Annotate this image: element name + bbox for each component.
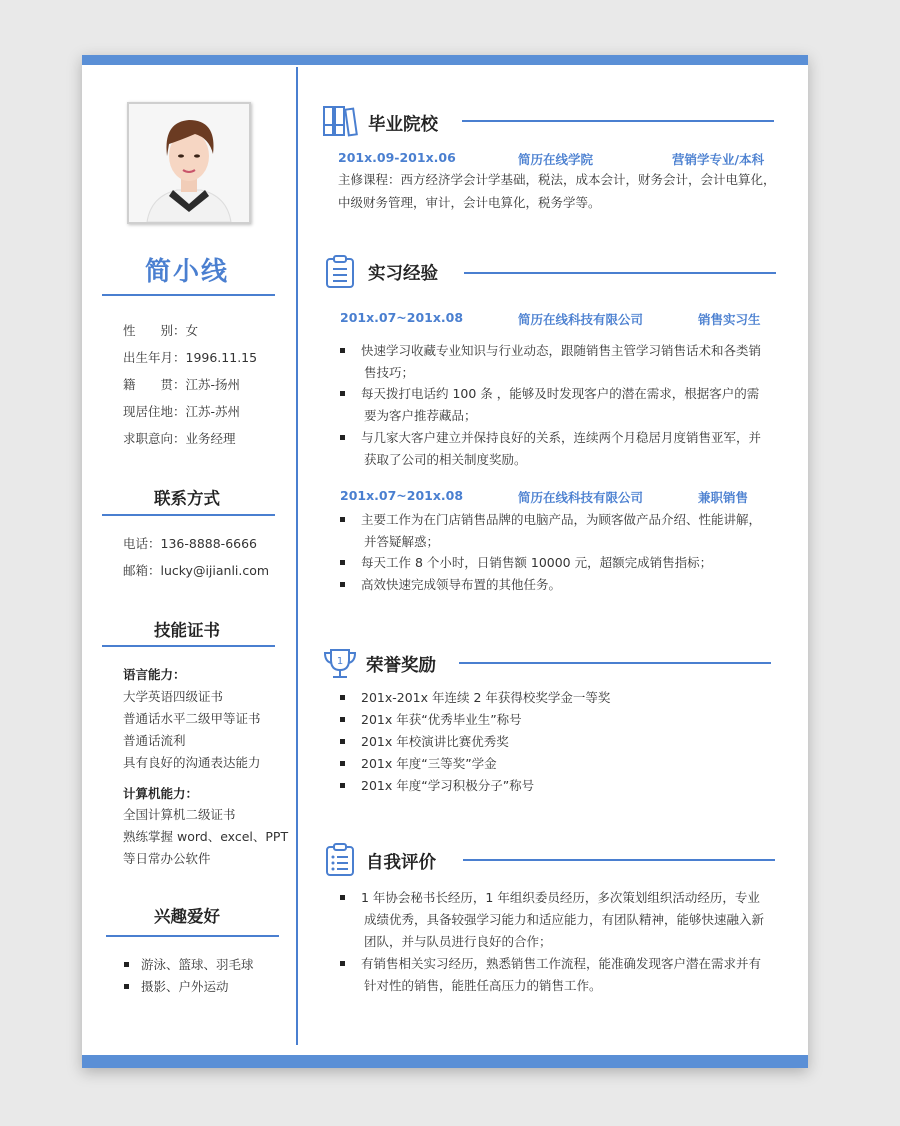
hobby-text: 游泳、篮球、羽毛球 — [141, 957, 254, 972]
skills-title: 技能证书 — [154, 621, 220, 640]
books-icon — [322, 105, 358, 137]
skill-item: 具有良好的沟通表达能力 — [123, 755, 261, 770]
self-eval-rule — [463, 859, 775, 861]
bullet-continuation: 获取了公司的相关制度奖励。 — [364, 452, 527, 467]
info-gender: 性 别：女 — [123, 323, 199, 338]
skill-item: 全国计算机二级证书 — [123, 807, 236, 822]
education-courses-line: 中级财务管理，审计，会计电算化，税务学等。 — [338, 195, 601, 210]
hobbies-underline — [106, 935, 279, 937]
honor-item — [340, 731, 509, 753]
hobby-item — [124, 955, 254, 973]
honor-item — [340, 709, 522, 731]
info-native-place: 籍 贯：江苏-扬州 — [123, 377, 241, 392]
bullet-square-icon — [340, 717, 345, 722]
name-underline — [102, 294, 275, 296]
honor-text: 201x 年度“三等奖”学金 — [361, 756, 497, 771]
honor-item — [340, 775, 534, 797]
internship-rule — [464, 272, 776, 274]
top-accent-bar — [82, 55, 808, 65]
education-major: 营销学专业/本科 — [672, 152, 765, 167]
clipboard-icon — [325, 255, 355, 289]
education-school: 简历在线学院 — [518, 152, 594, 167]
bullet-square-icon — [124, 984, 129, 989]
honor-text: 201x 年校演讲比赛优秀奖 — [361, 734, 509, 749]
bullet-continuation: 团队，并与队员进行良好的合作； — [364, 934, 552, 949]
bullet-text: 快速学习收藏专业知识与行业动态，跟随销售主管学习销售话术和各类销 — [361, 343, 762, 358]
bullet-continuation: 并答疑解惑； — [364, 534, 440, 549]
honors-rule — [459, 662, 771, 664]
contact-title: 联系方式 — [154, 489, 220, 508]
skill-item: 大学英语四级证书 — [123, 689, 224, 704]
skill-item: 熟练掌握 word、excel、PPT — [123, 829, 289, 844]
honor-item — [340, 687, 610, 709]
bullet-square-icon — [340, 517, 345, 522]
skill-item: 普通话流利 — [123, 733, 186, 748]
skill-item: 等日常办公软件 — [123, 851, 211, 866]
resume-page — [82, 55, 808, 1068]
job-bullet — [340, 427, 761, 449]
honors-title: 荣誉奖励 — [366, 656, 436, 676]
svg-text:1: 1 — [336, 656, 344, 667]
checklist-icon — [325, 843, 355, 877]
job-date: 201x.07~201x.08 — [340, 488, 464, 503]
hobby-item — [124, 977, 229, 995]
bullet-square-icon — [340, 739, 345, 744]
bullet-text: 高效快速完成领导布置的其他任务。 — [361, 577, 562, 592]
trophy-icon — [322, 646, 358, 682]
job-bullet — [340, 383, 759, 405]
bullet-square-icon — [340, 582, 345, 587]
job-bullet — [340, 552, 712, 574]
honor-text: 201x 年度“学习积极分子”称号 — [361, 778, 535, 793]
skills-underline — [102, 645, 275, 647]
bullet-square-icon — [340, 560, 345, 565]
candidate-name: 简小线 — [144, 257, 229, 287]
bullet-continuation: 针对性的销售，能胜任高压力的销售工作。 — [364, 978, 602, 993]
job-role: 兼职销售 — [698, 490, 749, 505]
education-courses-line: 主修课程：西方经济学会计学基础，税法，成本会计，财务会计，会计电算化， — [338, 172, 776, 187]
self-eval-title: 自我评价 — [366, 853, 436, 873]
bullet-square-icon — [340, 695, 345, 700]
job-bullet — [340, 509, 761, 531]
job-date: 201x.07~201x.08 — [340, 310, 464, 325]
column-divider — [296, 67, 298, 1045]
job-bullet — [340, 340, 761, 362]
bullet-square-icon — [340, 391, 345, 396]
job-bullet — [340, 574, 561, 596]
job-role: 销售实习生 — [698, 312, 761, 327]
bullet-continuation: 售技巧； — [364, 365, 415, 380]
skill-item: 普通话水平二级甲等证书 — [123, 711, 261, 726]
bullet-text: 每天拨打电话约 100 条 ，能够及时发现客户的潜在需求，根据客户的需 — [361, 386, 760, 401]
portrait-image — [129, 104, 249, 222]
bullet-continuation: 成绩优秀，具备较强学习能力和适应能力，有团队精神，能够快速融入新 — [364, 912, 765, 927]
education-date: 201x.09-201x.06 — [338, 150, 456, 165]
honor-text: 201x-201x 年连续 2 年获得校奖学金一等奖 — [361, 690, 611, 705]
job-company: 简历在线科技有限公司 — [518, 312, 644, 327]
bullet-text: 有销售相关实习经历，熟悉销售工作流程，能准确发现客户潜在需求并有 — [361, 956, 762, 971]
bullet-square-icon — [340, 895, 345, 900]
bullet-text: 1 年协会秘书长经历，1 年组织委员经历，多次策划组织活动经历，专业 — [361, 890, 760, 905]
bullet-square-icon — [340, 783, 345, 788]
language-skills-heading: 语言能力： — [123, 667, 186, 682]
bottom-accent-bar — [82, 1055, 808, 1068]
bullet-square-icon — [124, 962, 129, 967]
profile-photo — [127, 102, 251, 224]
job-company: 简历在线科技有限公司 — [518, 490, 644, 505]
bullet-text: 与几家大客户建立并保持良好的关系，连续两个月稳居月度销售亚军，并 — [361, 430, 762, 445]
bullet-continuation: 要为客户推荐藏品； — [364, 408, 477, 423]
bullet-text: 每天工作 8 个小时，日销售额 10000 元，超额完成销售指标； — [361, 555, 713, 570]
bullet-square-icon — [340, 961, 345, 966]
computer-skills-heading: 计算机能力： — [123, 786, 199, 801]
hobbies-title: 兴趣爱好 — [154, 907, 220, 926]
hobby-text: 摄影、户外运动 — [141, 979, 229, 994]
info-job-intent: 求职意向：业务经理 — [123, 431, 236, 446]
education-rule — [462, 120, 774, 122]
honor-text: 201x 年获“优秀毕业生”称号 — [361, 712, 522, 727]
bullet-text: 主要工作为在门店销售品牌的电脑产品，为顾客做产品介绍、性能讲解， — [361, 512, 762, 527]
honor-item — [340, 753, 497, 775]
bullet-square-icon — [340, 435, 345, 440]
self-eval-bullet — [340, 887, 760, 909]
bullet-square-icon — [340, 761, 345, 766]
contact-email: 邮箱：lucky@ijianli.com — [123, 563, 270, 578]
bullet-square-icon — [340, 348, 345, 353]
contact-phone: 电话：136-8888-6666 — [123, 536, 258, 551]
info-residence: 现居住地：江苏-苏州 — [123, 404, 241, 419]
internship-title: 实习经验 — [368, 264, 438, 284]
info-birth: 出生年月：1996.11.15 — [123, 350, 258, 365]
education-title: 毕业院校 — [368, 115, 438, 135]
self-eval-bullet — [340, 953, 761, 975]
contact-underline — [102, 514, 275, 516]
